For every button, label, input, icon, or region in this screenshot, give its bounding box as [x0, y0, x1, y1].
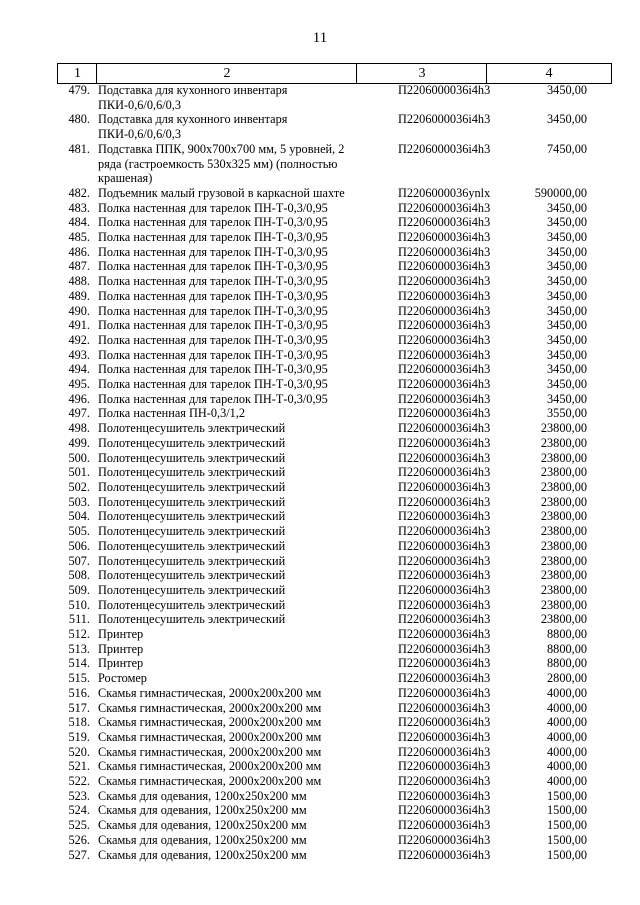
- item-price: 23800,00: [540, 435, 587, 450]
- item-price: 3450,00: [547, 303, 587, 318]
- page-number: 11: [312, 30, 328, 46]
- item-code: П2206000036i4h3: [398, 774, 491, 789]
- item-name: Полка настенная для тарелок ПН-Т-0,3/0,95: [98, 288, 328, 303]
- row-number: 500.: [68, 450, 90, 465]
- item-price: 3450,00: [547, 259, 587, 274]
- table-row: [0, 759, 640, 774]
- item-code: П2206000036i4h3: [398, 568, 491, 583]
- item-name: Скамья гимнастическая, 2000х200х200 мм: [98, 715, 322, 730]
- table-row: [0, 686, 640, 701]
- item-price: 3450,00: [547, 347, 587, 362]
- item-price: 8800,00: [547, 627, 587, 642]
- item-price: 3450,00: [547, 230, 587, 245]
- table-row: [0, 583, 640, 598]
- item-name: Скамья гимнастическая, 2000х200х200 мм: [98, 700, 322, 715]
- item-code: П2206000036i4h3: [398, 200, 491, 215]
- row-number: 501.: [68, 465, 90, 480]
- table-row: [0, 245, 640, 260]
- row-number: 521.: [68, 759, 90, 774]
- item-price: 4000,00: [547, 729, 587, 744]
- item-code: П2206000036i4h3: [398, 377, 491, 392]
- row-number: 517.: [68, 700, 90, 715]
- item-price: 4000,00: [547, 685, 587, 700]
- item-code: П2206000036i4h3: [398, 230, 491, 245]
- item-code: П2206000036i4h3: [398, 362, 491, 377]
- item-name: Полка настенная для тарелок ПН-Т-0,3/0,95: [98, 230, 328, 245]
- item-price: 23800,00: [540, 524, 587, 539]
- table-row: [0, 627, 640, 642]
- table-row: [0, 318, 640, 333]
- item-code: П2206000036i4h3: [398, 582, 491, 597]
- table-row: [0, 333, 640, 348]
- item-name: Подставка ППК, 900х700х700 мм, 5 уровней, 2 ряда (гастроемкость 530х325 мм) (полностью крашеная): [98, 141, 345, 186]
- item-code: П2206000036i4h3: [398, 244, 491, 259]
- table-row: [0, 598, 640, 613]
- item-name: Принтер: [98, 627, 144, 642]
- row-number: 486.: [68, 244, 90, 259]
- row-number: 516.: [68, 685, 90, 700]
- item-name: Полка настенная для тарелок ПН-Т-0,3/0,95: [98, 332, 328, 347]
- item-name: Полотенцесушитель электрический: [98, 568, 286, 583]
- item-code: П2206000036i4h3: [398, 744, 491, 759]
- item-code: П2206000036i4h3: [398, 421, 491, 436]
- item-code: П2206000036i4h3: [398, 112, 491, 127]
- item-code: П2206000036i4h3: [398, 524, 491, 539]
- item-code: П2206000036i4h3: [398, 715, 491, 730]
- row-number: 499.: [68, 435, 90, 450]
- item-price: 4000,00: [547, 715, 587, 730]
- item-code: П2206000036i4h3: [398, 435, 491, 450]
- item-name: Принтер: [98, 641, 144, 656]
- item-price: 4000,00: [547, 744, 587, 759]
- item-name: Полка настенная для тарелок ПН-Т-0,3/0,95: [98, 259, 328, 274]
- item-code: П2206000036i4h3: [398, 318, 491, 333]
- table-row: [0, 362, 640, 377]
- row-number: 491.: [68, 318, 90, 333]
- item-name: Полотенцесушитель электрический: [98, 450, 286, 465]
- table-row: [0, 745, 640, 760]
- table-row: [0, 451, 640, 466]
- row-number: 505.: [68, 524, 90, 539]
- table-row: [0, 848, 640, 863]
- item-name: Скамья гимнастическая, 2000х200х200 мм: [98, 774, 322, 789]
- item-price: 3450,00: [547, 391, 587, 406]
- item-price: 23800,00: [540, 538, 587, 553]
- row-number: 480.: [68, 112, 90, 127]
- row-number: 524.: [68, 803, 90, 818]
- item-name: Подъемник малый грузовой в каркасной шахте: [98, 185, 345, 200]
- item-code: П2206000036i4h3: [398, 685, 491, 700]
- row-number: 493.: [68, 347, 90, 362]
- item-price: 23800,00: [540, 450, 587, 465]
- item-code: П2206000036i4h3: [398, 700, 491, 715]
- item-name: Полотенцесушитель электрический: [98, 612, 286, 627]
- item-name: Полка настенная для тарелок ПН-Т-0,3/0,95: [98, 377, 328, 392]
- item-price: 23800,00: [540, 553, 587, 568]
- table-row: [0, 568, 640, 583]
- item-name: Полотенцесушитель электрический: [98, 597, 286, 612]
- table-row: [0, 803, 640, 818]
- item-price: 23800,00: [540, 568, 587, 583]
- row-number: 497.: [68, 406, 90, 421]
- item-name: Полотенцесушитель электрический: [98, 435, 286, 450]
- item-price: 23800,00: [540, 597, 587, 612]
- header-col-3: 3: [356, 64, 487, 83]
- item-code: П2206000036i4h3: [398, 788, 491, 803]
- item-code: П2206000036i4h3: [398, 494, 491, 509]
- item-name: Подставка для кухонного инвентаря ПКИ-0,6/0,6/0,3: [98, 83, 288, 112]
- item-name: Скамья гимнастическая, 2000х200х200 мм: [98, 685, 322, 700]
- item-price: 3450,00: [547, 83, 587, 97]
- table-row: [0, 774, 640, 789]
- item-name: Полотенцесушитель электрический: [98, 553, 286, 568]
- item-code: П2206000036i4h3: [398, 847, 491, 862]
- row-number: 494.: [68, 362, 90, 377]
- row-number: 514.: [68, 656, 90, 671]
- table-row: [0, 612, 640, 627]
- item-price: 23800,00: [540, 479, 587, 494]
- table-row: [0, 112, 640, 141]
- row-number: 525.: [68, 818, 90, 833]
- row-number: 522.: [68, 774, 90, 789]
- item-name: Полка настенная для тарелок ПН-Т-0,3/0,95: [98, 274, 328, 289]
- table-row: [0, 539, 640, 554]
- item-price: 3450,00: [547, 332, 587, 347]
- item-code: П2206000036i4h3: [398, 832, 491, 847]
- item-price: 8800,00: [547, 641, 587, 656]
- row-number: 483.: [68, 200, 90, 215]
- row-number: 482.: [68, 185, 90, 200]
- item-price: 3450,00: [547, 377, 587, 392]
- item-code: П2206000036i4h3: [398, 274, 491, 289]
- item-price: 23800,00: [540, 612, 587, 627]
- item-name: Полка настенная для тарелок ПН-Т-0,3/0,95: [98, 303, 328, 318]
- item-price: 1500,00: [547, 788, 587, 803]
- item-code: П2206000036i4h3: [398, 803, 491, 818]
- item-price: 1500,00: [547, 803, 587, 818]
- item-name: Скамья для одевания, 1200х250х200 мм: [98, 847, 307, 862]
- item-name: Полка настенная для тарелок ПН-Т-0,3/0,95: [98, 391, 328, 406]
- table-row: [0, 701, 640, 716]
- row-number: 527.: [68, 847, 90, 862]
- table-row: [0, 833, 640, 848]
- item-code: П2206000036i4h3: [398, 450, 491, 465]
- table-row: [0, 465, 640, 480]
- row-number: 484.: [68, 215, 90, 230]
- table-row: [0, 421, 640, 436]
- row-number: 511.: [68, 612, 90, 627]
- row-number: 502.: [68, 479, 90, 494]
- item-code: П2206000036ynlx: [398, 185, 491, 200]
- table-row: [0, 554, 640, 569]
- item-code: П2206000036i4h3: [398, 818, 491, 833]
- item-code: П2206000036i4h3: [398, 538, 491, 553]
- header-col-2: 2: [96, 64, 357, 83]
- table-row: [0, 480, 640, 495]
- table-row: [0, 274, 640, 289]
- item-name: Скамья гимнастическая, 2000х200х200 мм: [98, 759, 322, 774]
- row-number: 495.: [68, 377, 90, 392]
- item-name: Полка настенная для тарелок ПН-Т-0,3/0,95: [98, 244, 328, 259]
- table-row: [0, 142, 640, 186]
- item-code: П2206000036i4h3: [398, 641, 491, 656]
- item-name: Скамья для одевания, 1200х250х200 мм: [98, 818, 307, 833]
- item-price: 3450,00: [547, 274, 587, 289]
- item-name: Ростомер: [98, 671, 147, 686]
- row-number: 485.: [68, 230, 90, 245]
- item-code: П2206000036i4h3: [398, 656, 491, 671]
- table-row: [0, 524, 640, 539]
- table-row: [0, 289, 640, 304]
- row-number: 515.: [68, 671, 90, 686]
- item-price: 1500,00: [547, 832, 587, 847]
- table-row: [0, 495, 640, 510]
- table-body: [0, 83, 640, 862]
- item-code: П2206000036i4h3: [398, 465, 491, 480]
- item-price: 23800,00: [540, 421, 587, 436]
- table-row: [0, 304, 640, 319]
- item-code: П2206000036i4h3: [398, 83, 491, 97]
- item-name: Полка настенная ПН-0,3/1,2: [98, 406, 246, 421]
- item-name: Полотенцесушитель электрический: [98, 494, 286, 509]
- item-price: 3450,00: [547, 362, 587, 377]
- item-price: 23800,00: [540, 465, 587, 480]
- item-name: Скамья для одевания, 1200х250х200 мм: [98, 788, 307, 803]
- item-code: П2206000036i4h3: [398, 729, 491, 744]
- table-row: [0, 656, 640, 671]
- row-number: 504.: [68, 509, 90, 524]
- item-code: П2206000036i4h3: [398, 406, 491, 421]
- row-number: 481.: [68, 141, 90, 156]
- table-row: [0, 715, 640, 730]
- item-code: П2206000036i4h3: [398, 303, 491, 318]
- item-price: 1500,00: [547, 818, 587, 833]
- item-price: 3450,00: [547, 215, 587, 230]
- item-code: П2206000036i4h3: [398, 597, 491, 612]
- item-price: 4000,00: [547, 759, 587, 774]
- item-price: 4000,00: [547, 700, 587, 715]
- row-number: 519.: [68, 729, 90, 744]
- row-number: 526.: [68, 832, 90, 847]
- item-name: Скамья для одевания, 1200х250х200 мм: [98, 803, 307, 818]
- item-name: Полотенцесушитель электрический: [98, 479, 286, 494]
- table-row: [0, 215, 640, 230]
- table-row: [0, 230, 640, 245]
- row-number: 496.: [68, 391, 90, 406]
- item-price: 1500,00: [547, 847, 587, 862]
- row-number: 508.: [68, 568, 90, 583]
- item-price: 3450,00: [547, 244, 587, 259]
- item-name: Полка настенная для тарелок ПН-Т-0,3/0,95: [98, 347, 328, 362]
- table-row: [0, 377, 640, 392]
- item-price: 3450,00: [547, 200, 587, 215]
- table-row: [0, 83, 640, 112]
- row-number: 489.: [68, 288, 90, 303]
- row-number: 510.: [68, 597, 90, 612]
- table-row: [0, 730, 640, 745]
- item-name: Полотенцесушитель электрический: [98, 538, 286, 553]
- table-row: [0, 436, 640, 451]
- item-name: Полотенцесушитель электрический: [98, 465, 286, 480]
- item-name: Полка настенная для тарелок ПН-Т-0,3/0,95: [98, 362, 328, 377]
- table-row: [0, 642, 640, 657]
- table-row: [0, 186, 640, 201]
- item-price: 4000,00: [547, 774, 587, 789]
- item-code: П2206000036i4h3: [398, 671, 491, 686]
- item-price: 2800,00: [547, 671, 587, 686]
- item-name: Подставка для кухонного инвентаря ПКИ-0,6/0,6/0,3: [98, 112, 288, 142]
- row-number: 523.: [68, 788, 90, 803]
- row-number: 512.: [68, 627, 90, 642]
- row-number: 507.: [68, 553, 90, 568]
- item-code: П2206000036i4h3: [398, 141, 491, 156]
- row-number: 479.: [68, 83, 90, 97]
- row-number: 509.: [68, 582, 90, 597]
- table-row: [0, 392, 640, 407]
- item-price: 8800,00: [547, 656, 587, 671]
- row-number: 498.: [68, 421, 90, 436]
- item-code: П2206000036i4h3: [398, 288, 491, 303]
- item-code: П2206000036i4h3: [398, 553, 491, 568]
- table-row: [0, 348, 640, 363]
- header-col-4: 4: [486, 64, 612, 83]
- item-price: 3550,00: [547, 406, 587, 421]
- item-price: 3450,00: [547, 318, 587, 333]
- item-name: Принтер: [98, 656, 144, 671]
- table-row: [0, 259, 640, 274]
- item-price: 23800,00: [540, 582, 587, 597]
- row-number: 490.: [68, 303, 90, 318]
- item-code: П2206000036i4h3: [398, 479, 491, 494]
- row-number: 488.: [68, 274, 90, 289]
- item-code: П2206000036i4h3: [398, 509, 491, 524]
- item-code: П2206000036i4h3: [398, 759, 491, 774]
- item-code: П2206000036i4h3: [398, 391, 491, 406]
- item-code: П2206000036i4h3: [398, 215, 491, 230]
- item-name: Скамья гимнастическая, 2000х200х200 мм: [98, 729, 322, 744]
- table-row: [0, 818, 640, 833]
- row-number: 518.: [68, 715, 90, 730]
- item-code: П2206000036i4h3: [398, 347, 491, 362]
- row-number: 503.: [68, 494, 90, 509]
- table-row: [0, 671, 640, 686]
- item-name: Полотенцесушитель электрический: [98, 524, 286, 539]
- item-price: 23800,00: [540, 509, 587, 524]
- table-row: [0, 509, 640, 524]
- table-row: [0, 201, 640, 216]
- row-number: 487.: [68, 259, 90, 274]
- item-name: Полотенцесушитель электрический: [98, 509, 286, 524]
- item-name: Полотенцесушитель электрический: [98, 582, 286, 597]
- item-price: 3450,00: [547, 288, 587, 303]
- item-price: 23800,00: [540, 494, 587, 509]
- item-name: Полка настенная для тарелок ПН-Т-0,3/0,95: [98, 215, 328, 230]
- table-row: [0, 789, 640, 804]
- header-col-1: 1: [57, 64, 97, 83]
- item-name: Полка настенная для тарелок ПН-Т-0,3/0,95: [98, 318, 328, 333]
- table-header: [57, 63, 612, 84]
- item-code: П2206000036i4h3: [398, 627, 491, 642]
- item-code: П2206000036i4h3: [398, 612, 491, 627]
- row-number: 492.: [68, 332, 90, 347]
- item-name: Скамья гимнастическая, 2000х200х200 мм: [98, 744, 322, 759]
- item-price: 3450,00: [547, 112, 587, 127]
- item-code: П2206000036i4h3: [398, 259, 491, 274]
- table-row: [0, 406, 640, 421]
- row-number: 513.: [68, 641, 90, 656]
- item-name: Полка настенная для тарелок ПН-Т-0,3/0,95: [98, 200, 328, 215]
- item-code: П2206000036i4h3: [398, 332, 491, 347]
- item-price: 590000,00: [534, 185, 587, 200]
- item-name: Скамья для одевания, 1200х250х200 мм: [98, 832, 307, 847]
- row-number: 506.: [68, 538, 90, 553]
- item-name: Полотенцесушитель электрический: [98, 421, 286, 436]
- item-price: 7450,00: [547, 141, 587, 156]
- row-number: 520.: [68, 744, 90, 759]
